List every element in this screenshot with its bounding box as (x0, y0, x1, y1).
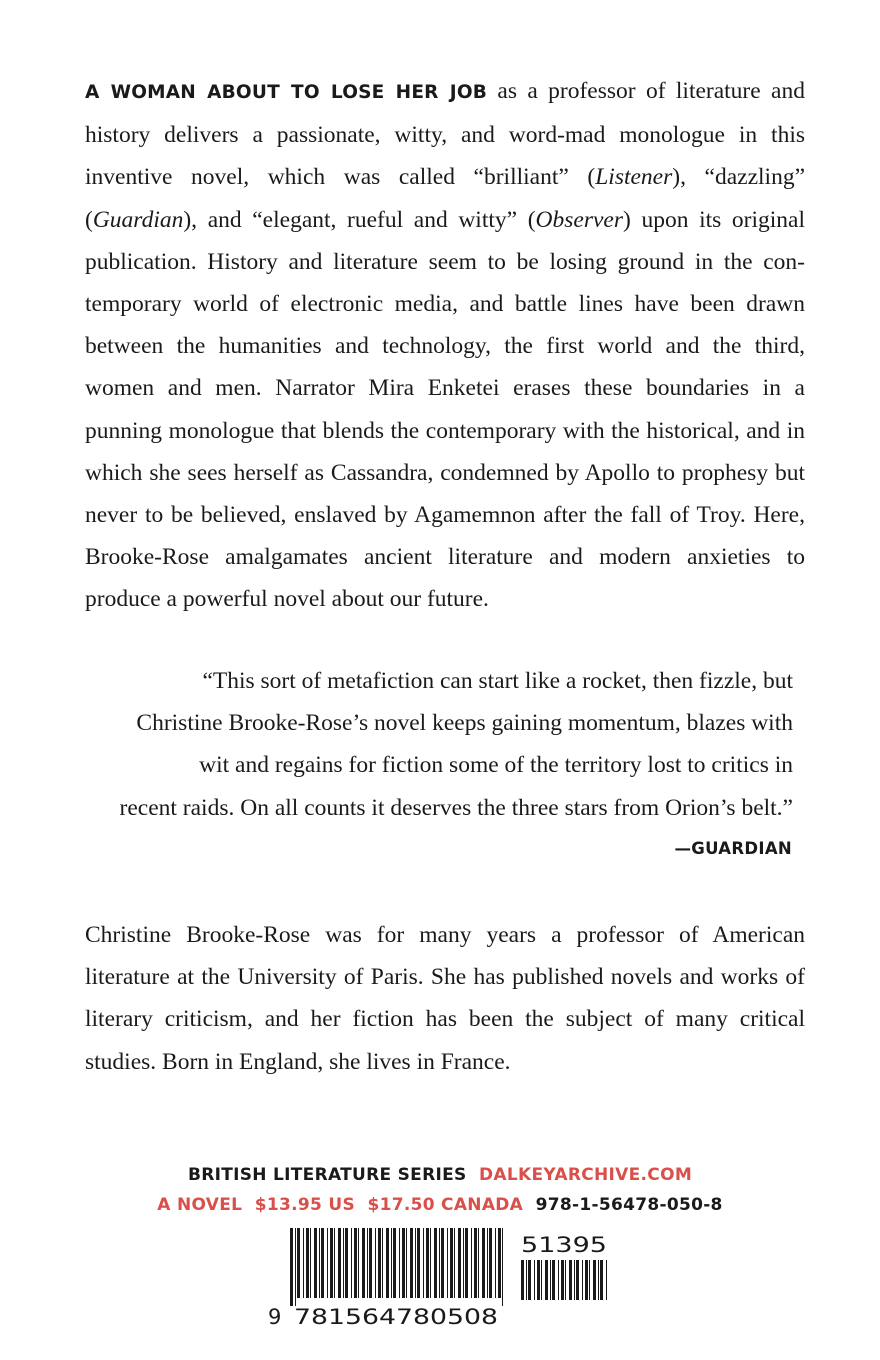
barcode-bar (303, 1228, 304, 1298)
barcode-bar (565, 1260, 566, 1300)
barcode-bar (582, 1260, 583, 1300)
barcode-bar (526, 1260, 527, 1300)
barcode-bar (598, 1260, 599, 1300)
barcode-bar (297, 1228, 300, 1298)
barcode-bar (406, 1228, 407, 1298)
barcode-bar (430, 1228, 431, 1298)
barcode-main-bars (290, 1228, 503, 1306)
quote-line: wit and regains for fiction some of the territory lost to critics in (199, 752, 793, 779)
barcode-bar (574, 1260, 575, 1300)
barcode-bar (558, 1260, 559, 1300)
barcode-bar (378, 1228, 381, 1298)
barcode-bar (458, 1228, 461, 1298)
price-canada: $17.50 CANADA (367, 1195, 524, 1215)
quote-line: Christine Brooke-Rose’s novel keeps gaining momentum, blazes with (136, 710, 793, 737)
barcode-bar (399, 1228, 400, 1298)
barcode-bar (410, 1228, 413, 1298)
quote-line: “This sort of metafiction can start like a rocket, then fizzle, but (202, 668, 793, 694)
barcode-bar (338, 1228, 341, 1298)
price-us: $13.95 US (254, 1195, 355, 1215)
barcode-bar (478, 1228, 479, 1298)
barcode-bar (369, 1228, 372, 1298)
barcode-bar (319, 1228, 320, 1298)
barcode-bar (423, 1228, 424, 1298)
barcode-bar (330, 1228, 333, 1298)
barcode-bar (463, 1228, 464, 1298)
barcode-bar (306, 1228, 309, 1298)
blurb-lead: A WOMAN ABOUT TO LOSE HER JOB (85, 82, 488, 103)
barcode-bar (310, 1228, 311, 1298)
barcode-bar (441, 1228, 444, 1298)
barcode-bar (439, 1228, 440, 1298)
barcode-bar (482, 1228, 485, 1298)
barcode-bar (327, 1228, 328, 1298)
barcode-bar (434, 1228, 437, 1298)
author-bio: Christine Brooke-Rose was for many years a professor of American literature at the University of Paris. She has published novels and works of literary criticism, and her fiction has been the subject of many critical studies. Born in England, she lives in France. (85, 922, 805, 1075)
barcode-bar (521, 1260, 524, 1300)
blurb-source-listener: Listener (595, 164, 673, 191)
barcode-bar (600, 1260, 603, 1300)
barcode-bar (569, 1260, 572, 1300)
barcode-bar (354, 1228, 357, 1298)
barcode-bar (502, 1228, 503, 1306)
barcode-bar (450, 1228, 453, 1298)
blurb-source-guardian: Guardian (92, 206, 184, 233)
barcode-bar (386, 1228, 389, 1298)
barcode-bar (454, 1228, 455, 1298)
blurb-text-3: ), and “elegant, rueful and witty” ( (183, 206, 536, 233)
barcode-bar (606, 1260, 607, 1300)
barcode-bar (334, 1228, 335, 1298)
description-paragraph (85, 70, 805, 621)
barcode-bar (321, 1228, 324, 1298)
barcode-bar (593, 1260, 596, 1300)
barcode-first-digit: 9 (268, 1305, 282, 1329)
barcode-bar (465, 1228, 468, 1298)
barcode-bar (474, 1228, 477, 1298)
barcode-bar (402, 1228, 405, 1298)
barcode-bar (393, 1228, 396, 1298)
barcode-addon-bars (521, 1260, 607, 1300)
isbn-barcode (264, 1226, 614, 1330)
barcode-bar (314, 1228, 317, 1298)
review-quote (90, 660, 793, 829)
series-line (0, 1165, 880, 1185)
barcode-bar (375, 1228, 376, 1298)
barcode-bar (589, 1260, 590, 1300)
barcode-bar (343, 1228, 344, 1298)
publisher-website: DALKEYARCHIVE.COM (479, 1165, 693, 1185)
barcode-bar (417, 1228, 420, 1298)
barcode-bar (295, 1228, 296, 1306)
blurb-text-2: ), “dazzling” ( (85, 164, 805, 233)
barcode-bar (471, 1228, 472, 1298)
barcode-bar (537, 1260, 540, 1300)
barcode-bar (290, 1228, 293, 1306)
barcode-bar (550, 1260, 551, 1300)
barcode-bar (391, 1228, 392, 1298)
barcode-addon-digits: 51395 (521, 1233, 607, 1257)
blurb-text-1: as a professor of literature and history delivers a passionate, witty, and word-mad monologue in this inventive novel, which was called “brilliant” ( (85, 78, 805, 191)
barcode-bar (534, 1260, 535, 1300)
barcode-digits: 781564780508 (294, 1305, 498, 1329)
barcode-bar (498, 1228, 501, 1298)
quote-line: recent raids. On all counts it deserves the three stars from Orion’s belt.” (119, 794, 793, 821)
barcode-bar (585, 1260, 588, 1300)
barcode-bar (561, 1260, 564, 1300)
blurb-text-4: ) upon its original publication. History and literature seem to be losing ground in the contemporary world of electronic media, and battle lines have been drawn between the humanities and technology, the first world and the third, women and men. Narrator Mira Enketei erases these boundaries in a punning monologue that blends the contemporary with the historical, and in which she sees herself as Cassandra, condemned by Apollo to prophesy but never to be believed, enslaved by Agamemnon after the fall of Troy. Here, Brooke-Rose amalgamates ancient literature and modern anxieties to produce a powerful novel about our future. (85, 206, 805, 613)
barcode-bar (545, 1260, 548, 1300)
barcode-bar (541, 1260, 542, 1300)
isbn-number: 978-1-56478-050-8 (535, 1195, 723, 1215)
barcode-bar (552, 1260, 555, 1300)
barcode-bar (495, 1228, 496, 1298)
quote-attribution: —GUARDIAN (674, 839, 792, 858)
barcode-bar (487, 1228, 488, 1298)
barcode-bar (367, 1228, 368, 1298)
barcode-bar (528, 1260, 531, 1300)
series-name: BRITISH LITERATURE SERIES (187, 1165, 467, 1185)
barcode-bar (382, 1228, 383, 1298)
blurb-source-observer: Observer (535, 206, 623, 233)
barcode-bar (345, 1228, 348, 1298)
barcode-bar (447, 1228, 448, 1298)
price-line (0, 1195, 880, 1215)
barcode-bar (415, 1228, 416, 1298)
category-label: A NOVEL (157, 1195, 243, 1215)
barcode-bar (358, 1228, 359, 1298)
barcode-bar (426, 1228, 429, 1298)
barcode-bar (576, 1260, 579, 1300)
barcode-bar (351, 1228, 352, 1298)
barcode-bar (489, 1228, 492, 1298)
barcode-bar (362, 1228, 365, 1298)
